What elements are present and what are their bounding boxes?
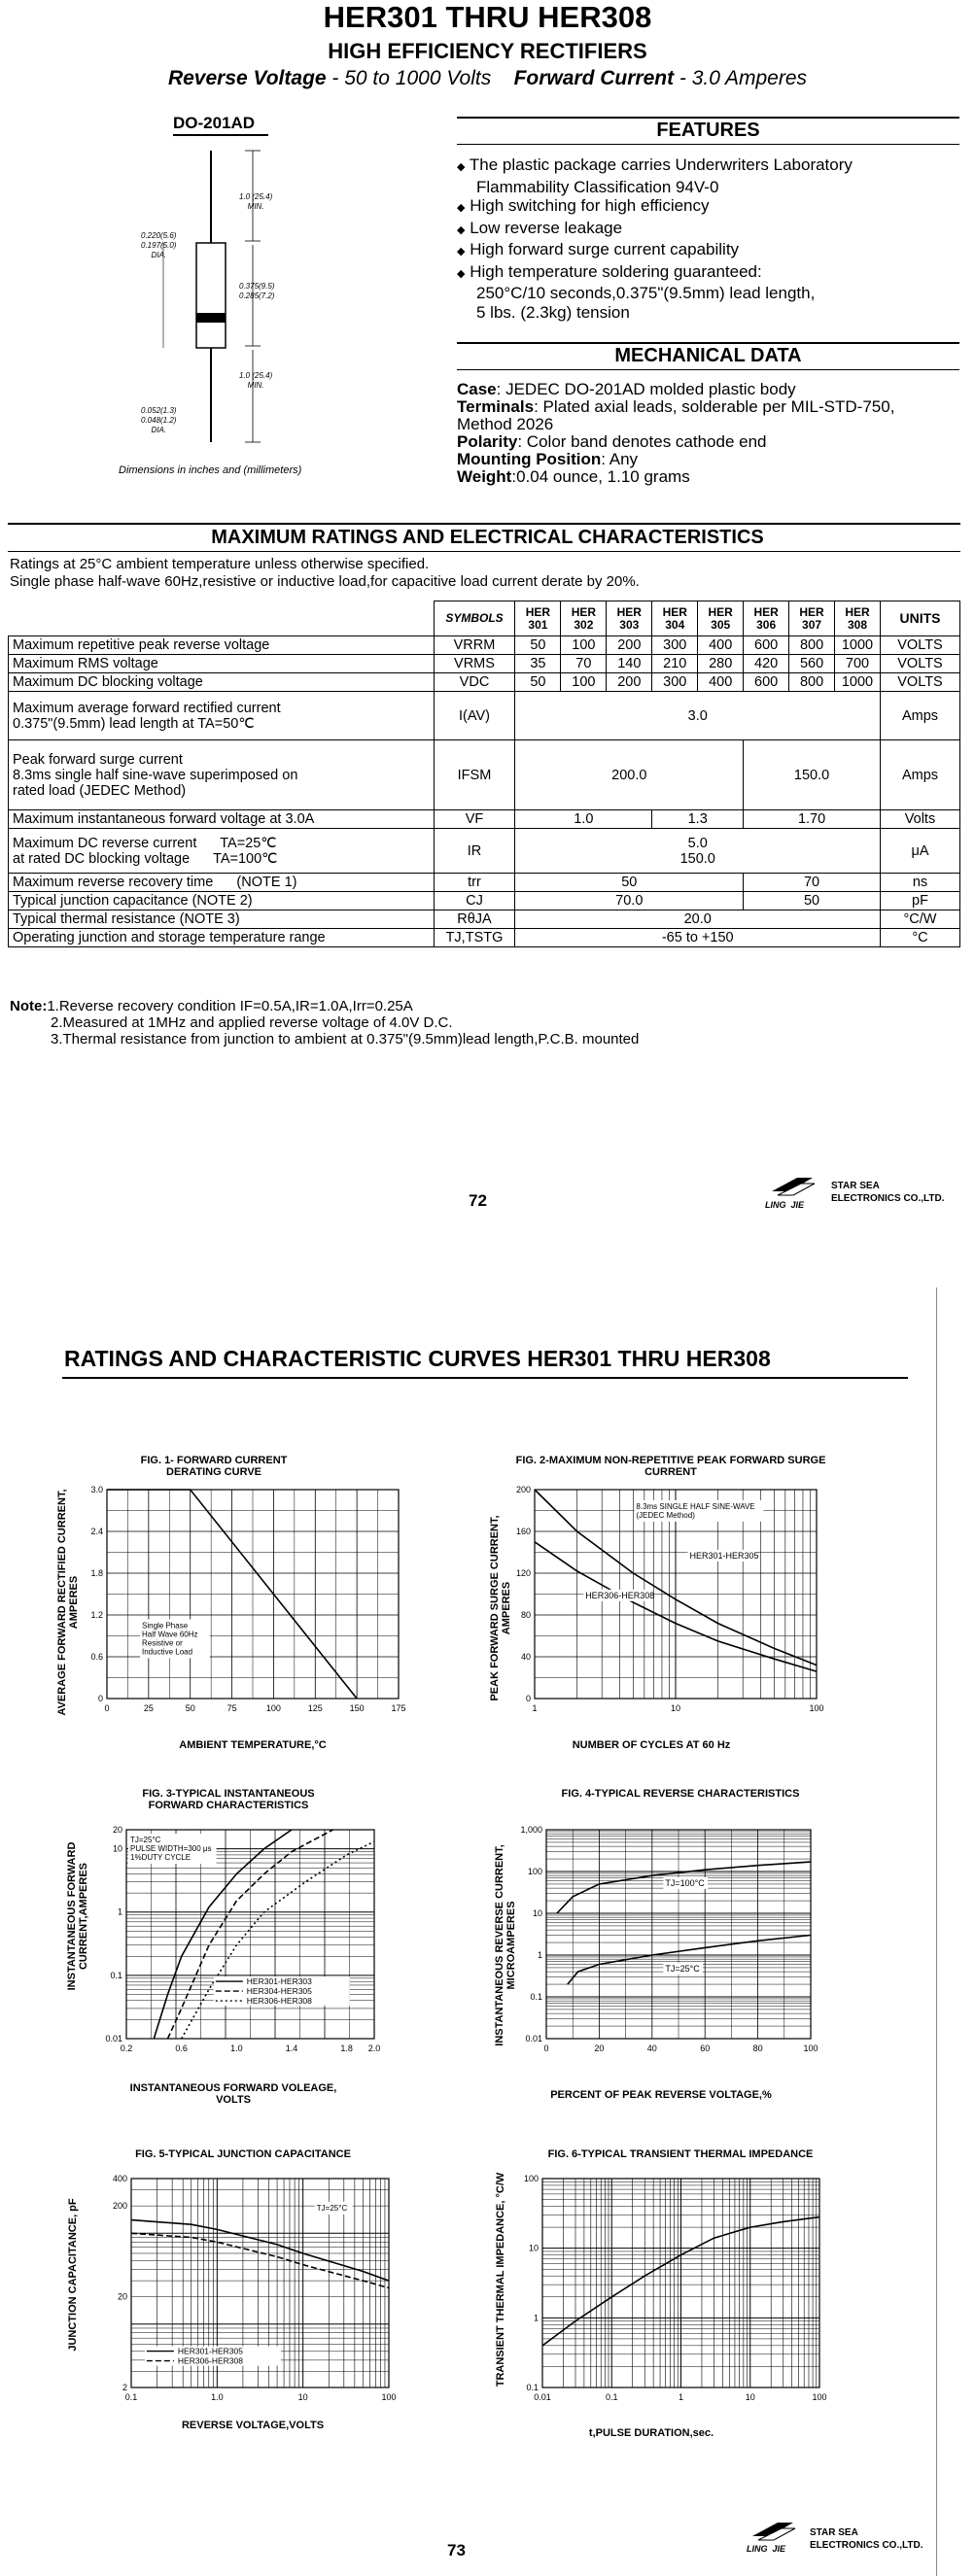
x-tick-label: 100 bbox=[809, 1703, 824, 1713]
y-tick-label: 100 bbox=[523, 2174, 539, 2183]
ratings-condition-1: Ratings at 25°C ambient temperature unless otherwise specified. bbox=[10, 556, 430, 572]
fig3-xlabel: INSTANTANEOUS FORWARD VOLEAGE, VOLTS bbox=[129, 2082, 337, 2106]
features-list bbox=[457, 155, 962, 322]
chart-annotation: TJ=25°C bbox=[316, 2203, 348, 2213]
ratings-summary bbox=[0, 66, 975, 91]
y-tick-label: 1.8 bbox=[90, 1568, 103, 1578]
fig4-title: FIG. 4-TYPICAL REVERSE CHARACTERISTICS bbox=[561, 1788, 800, 1800]
y-tick-label: 10 bbox=[532, 1908, 542, 1918]
dim-body-diameter: 0.220(5.6) 0.197(5.0) DIA. bbox=[141, 231, 177, 259]
page-title: HER301 THRU HER308 bbox=[323, 0, 652, 34]
fig4-ylabel: INSTANTANEOUS REVERSE CURRENT, MICROAMPERES bbox=[494, 1844, 517, 2046]
chart-annotation: (JEDEC Method) bbox=[636, 1510, 695, 1520]
x-tick-label: 0.1 bbox=[124, 2392, 138, 2402]
dim-body-length: 0.375(9.5) 0.285(7.2) bbox=[239, 282, 275, 300]
fig2-ylabel: PEAK FORWARD SURGE CURRENT, AMPERES bbox=[489, 1515, 512, 1701]
x-tick-label: 50 bbox=[185, 1703, 195, 1713]
ratings-conditions bbox=[10, 556, 640, 591]
note-item: 2.Measured at 1MHz and applied reverse voltage of 4.0V D.C. bbox=[51, 1014, 453, 1031]
param-cell: Peak forward surge current 8.3ms single half sine-wave superimposed on rated load (JEDEC Method) bbox=[9, 740, 435, 810]
mech-item-case: Case: JEDEC DO-201AD molded plastic body bbox=[457, 380, 796, 398]
fig1-xlabel: AMBIENT TEMPERATURE,°C bbox=[179, 1739, 327, 1751]
mechanical-data-list bbox=[457, 381, 962, 486]
y-tick-label: 2.4 bbox=[90, 1527, 103, 1536]
param-cell: Maximum DC blocking voltage bbox=[9, 673, 435, 692]
feature-item: Flammability Classification 94V-0 bbox=[476, 177, 719, 196]
unit-cell: Amps bbox=[880, 692, 959, 740]
table-row: Typical junction capacitance (NOTE 2) CJ 70.0 50 pF bbox=[9, 892, 960, 910]
fig2-surge-current-chart bbox=[505, 1472, 826, 1735]
mechanical-heading: MECHANICAL DATA bbox=[614, 345, 802, 366]
y-tick-label: 40 bbox=[520, 1652, 531, 1662]
note-item: 3.Thermal resistance from junction to ambient at 0.375"(9.5mm)lead length,P.C.B. mounted bbox=[51, 1031, 640, 1048]
x-tick-label: 10 bbox=[670, 1703, 681, 1713]
x-tick-label: 40 bbox=[646, 2044, 657, 2053]
y-tick-label: 0.1 bbox=[526, 2383, 539, 2392]
fig1-title: FIG. 1- FORWARD CURRENT DERATING CURVE bbox=[140, 1455, 288, 1478]
feature-item: ◆ High temperature soldering guaranteed: bbox=[457, 261, 762, 281]
y-tick-label: 1 bbox=[537, 1950, 542, 1960]
notes-block bbox=[10, 998, 639, 1048]
x-tick-label: 1.4 bbox=[285, 2044, 298, 2053]
y-tick-label: 0 bbox=[97, 1694, 103, 1703]
fig5-ylabel: JUNCTION CAPACITANCE, pF bbox=[67, 2198, 79, 2352]
device-header: HER 308 bbox=[835, 601, 881, 636]
unit-cell: pF bbox=[880, 892, 959, 910]
param-cell: Maximum RMS voltage bbox=[9, 655, 435, 673]
fig5-title: FIG. 5-TYPICAL JUNCTION CAPACITANCE bbox=[135, 2148, 351, 2160]
fig1-ylabel: AVERAGE FORWARD RECTIFIED CURRENT, AMPERES bbox=[56, 1489, 80, 1716]
table-row: Maximum DC reverse current TA=25℃ at rated DC blocking voltage TA=100℃ IR 5.0 150.0 μA bbox=[9, 829, 960, 874]
note-item: 1.Reverse recovery condition IF=0.5A,IR=1.0A,Irr=0.25A bbox=[47, 998, 413, 1014]
page-number-2: 73 bbox=[447, 2541, 466, 2559]
param-cell: Maximum instantaneous forward voltage at 3.0A bbox=[9, 810, 435, 829]
x-tick-label: 10 bbox=[297, 2392, 308, 2402]
table-row: Peak forward surge current 8.3ms single half sine-wave superimposed on rated load (JEDEC Method) IFSM 200.0 150.0 Amps bbox=[9, 740, 960, 810]
series-label: HER301-HER305 bbox=[689, 1550, 759, 1561]
fig2-title: FIG. 2-MAXIMUM NON-REPETITIVE PEAK FORWARD SURGE CURRENT bbox=[515, 1455, 826, 1478]
unit-cell: VOLTS bbox=[880, 655, 959, 673]
x-tick-label: 0.2 bbox=[120, 2044, 133, 2053]
mech-item-weight: Weight:0.04 ounce, 1.10 grams bbox=[457, 467, 690, 486]
unit-cell: μA bbox=[880, 829, 959, 874]
reverse-voltage-label: Reverse Voltage bbox=[167, 67, 327, 89]
device-header: HER 307 bbox=[789, 601, 835, 636]
mech-item-terminals: Terminals: Plated axial leads, solderable per MIL-STD-750, bbox=[457, 397, 895, 416]
table-row: Operating junction and storage temperature range TJ,TSTG -65 to +150 °C bbox=[9, 929, 960, 947]
y-tick-label: 200 bbox=[515, 1485, 531, 1494]
x-tick-label: 100 bbox=[265, 1703, 281, 1713]
symbol-cell: VRMS bbox=[434, 655, 515, 673]
y-tick-label: 160 bbox=[515, 1527, 531, 1536]
x-tick-label: 100 bbox=[812, 2392, 827, 2402]
table-row: Typical thermal resistance (NOTE 3) RθJA 20.0 °C/W bbox=[9, 910, 960, 929]
symbol-cell: CJ bbox=[434, 892, 515, 910]
x-tick-label: 0 bbox=[104, 1703, 110, 1713]
legend-label: HER301-HER305 bbox=[177, 2346, 243, 2356]
logo-name-2: LING JIE bbox=[747, 2544, 786, 2554]
forward-current-label: Forward Current bbox=[513, 67, 675, 89]
fig4-reverse-characteristics-chart bbox=[505, 1812, 826, 2075]
y-tick-label: 0.6 bbox=[90, 1652, 103, 1662]
y-tick-label: 200 bbox=[112, 2201, 127, 2212]
x-tick-label: 20 bbox=[594, 2044, 605, 2053]
symbol-cell: VRRM bbox=[434, 636, 515, 655]
dim-lead-diameter: 0.052(1.3) 0.048(1.2) DIA. bbox=[141, 406, 177, 434]
legend-label: HER306-HER308 bbox=[246, 1996, 312, 2007]
table-row: Maximum reverse recovery time (NOTE 1) trr 50 70 ns bbox=[9, 874, 960, 892]
series-label: HER306-HER308 bbox=[585, 1590, 655, 1600]
x-tick-label: 1.0 bbox=[211, 2392, 224, 2402]
y-tick-label: 0 bbox=[525, 1694, 531, 1703]
y-tick-label: 80 bbox=[520, 1610, 531, 1620]
symbol-cell: IR bbox=[434, 829, 515, 874]
symbols-header: SYMBOLS bbox=[434, 601, 515, 636]
x-tick-label: 0.6 bbox=[175, 2044, 188, 2053]
ratings-heading: MAXIMUM RATINGS AND ELECTRICAL CHARACTERISTICS bbox=[211, 527, 764, 548]
y-tick-label: 1 bbox=[117, 1906, 122, 1917]
x-tick-label: 60 bbox=[700, 2044, 711, 2053]
mech-item-terminals-cont: Method 2026 bbox=[457, 415, 554, 433]
y-tick-label: 0.1 bbox=[110, 1970, 122, 1980]
header-blank bbox=[9, 601, 435, 636]
fig5-junction-capacitance-chart bbox=[97, 2165, 399, 2418]
y-tick-label: 3.0 bbox=[90, 1485, 103, 1494]
curves-heading: RATINGS AND CHARACTERISTIC CURVES HER301 THRU HER308 bbox=[64, 1346, 771, 1371]
fig6-xlabel: t,PULSE DURATION,sec. bbox=[588, 2427, 714, 2439]
x-tick-label: 0.01 bbox=[534, 2392, 551, 2402]
fig3-ylabel: INSTANTANEOUS FORWARD CURRENT,AMPERES bbox=[66, 1841, 89, 1991]
y-tick-label: 100 bbox=[527, 1867, 542, 1876]
table-row: Maximum repetitive peak reverse voltage VRRM 50 100 200 300 400 600 800 1000 VOLTS bbox=[9, 636, 960, 655]
x-tick-label: 150 bbox=[349, 1703, 365, 1713]
fig6-thermal-impedance-chart bbox=[505, 2165, 836, 2418]
param-cell: Maximum reverse recovery time (NOTE 1) bbox=[9, 874, 435, 892]
logo-name: LING JIE bbox=[765, 1200, 805, 1210]
fig1-forward-derating-chart bbox=[78, 1472, 428, 1735]
x-tick-label: 100 bbox=[381, 2392, 397, 2402]
symbol-cell: IFSM bbox=[434, 740, 515, 810]
unit-cell: Volts bbox=[880, 810, 959, 829]
param-cell: Operating junction and storage temperature range bbox=[9, 929, 435, 947]
unit-cell: VOLTS bbox=[880, 636, 959, 655]
company-name-2: STAR SEA ELECTRONICS CO.,LTD. bbox=[810, 2527, 923, 2551]
chart-annotation: 8.3ms SINGLE HALF SINE-WAVE bbox=[636, 1501, 755, 1511]
series-label: TJ=100°C bbox=[665, 1878, 705, 1889]
fig5-xlabel: REVERSE VOLTAGE,VOLTS bbox=[181, 2420, 325, 2431]
device-header: HER 305 bbox=[698, 601, 744, 636]
table-row: Maximum average forward rectified current 0.375"(9.5mm) lead length at TA=50℃ I(AV) 3.0 Amps bbox=[9, 692, 960, 740]
y-tick-label: 10 bbox=[112, 1843, 122, 1854]
y-tick-label: 400 bbox=[112, 2174, 127, 2183]
y-tick-label: 20 bbox=[117, 2291, 127, 2302]
fig2-xlabel: NUMBER OF CYCLES AT 60 Hz bbox=[572, 1739, 731, 1751]
x-tick-label: 100 bbox=[803, 2044, 818, 2053]
param-cell: Maximum DC reverse current TA=25℃ at rated DC blocking voltage TA=100℃ bbox=[9, 829, 435, 874]
x-tick-label: 125 bbox=[307, 1703, 323, 1713]
features-heading: FEATURES bbox=[656, 120, 760, 141]
x-tick-label: 25 bbox=[143, 1703, 154, 1713]
unit-cell: Amps bbox=[880, 740, 959, 810]
feature-item: 5 lbs. (2.3kg) tension bbox=[476, 302, 630, 322]
company-logo-icon bbox=[768, 1174, 818, 1201]
x-tick-label: 0 bbox=[543, 2044, 549, 2053]
reverse-voltage-value: - 50 to 1000 Volts bbox=[326, 67, 514, 89]
y-tick-label: 120 bbox=[515, 1568, 531, 1578]
param-cell: Typical thermal resistance (NOTE 3) bbox=[9, 910, 435, 929]
chart-annotation: TJ=25°C bbox=[130, 1836, 161, 1844]
legend-label: HER301-HER303 bbox=[246, 1976, 312, 1987]
unit-cell: ns bbox=[880, 874, 959, 892]
page-number: 72 bbox=[469, 1191, 487, 1210]
dim-lead-length-bottom: 1.0 (25.4) MIN. bbox=[239, 371, 273, 390]
y-tick-label: 1,000 bbox=[520, 1825, 542, 1835]
fig3-forward-characteristics-chart bbox=[87, 1812, 389, 2075]
table-row: Maximum instantaneous forward voltage at 3.0A VF 1.0 1.3 1.70 Volts bbox=[9, 810, 960, 829]
device-header: HER 302 bbox=[561, 601, 607, 636]
unit-cell: VOLTS bbox=[880, 673, 959, 692]
legend-label: HER306-HER308 bbox=[177, 2355, 243, 2366]
page-subtitle: HIGH EFFICIENCY RECTIFIERS bbox=[328, 39, 647, 63]
chart-annotation: Single Phase bbox=[142, 1621, 189, 1631]
chart-annotation: Inductive Load bbox=[142, 1647, 193, 1657]
y-tick-label: 0.01 bbox=[105, 2034, 122, 2044]
feature-item: 250°C/10 seconds,0.375"(9.5mm) lead length, bbox=[476, 284, 816, 302]
chart-annotation: Resistive or bbox=[142, 1638, 183, 1648]
package-dimensions-note: Dimensions in inches and (millimeters) bbox=[119, 464, 302, 476]
fig4-xlabel: PERCENT OF PEAK REVERSE VOLTAGE,% bbox=[550, 2089, 772, 2101]
param-cell: Typical junction capacitance (NOTE 2) bbox=[9, 892, 435, 910]
unit-cell: °C/W bbox=[880, 910, 959, 929]
company-name: STAR SEA ELECTRONICS CO.,LTD. bbox=[831, 1181, 945, 1204]
feature-item: ◆ Low reverse leakage bbox=[457, 218, 623, 237]
y-tick-label: 1 bbox=[533, 2313, 539, 2323]
y-tick-label: 10 bbox=[528, 2243, 539, 2253]
chart-annotation: PULSE WIDTH=300 μs bbox=[130, 1844, 212, 1853]
symbol-cell: TJ,TSTG bbox=[434, 929, 515, 947]
x-tick-label: 1.0 bbox=[230, 2044, 243, 2053]
fig3-title: FIG. 3-TYPICAL INSTANTANEOUS FORWARD CHARACTERISTICS bbox=[142, 1788, 315, 1811]
feature-item: ◆ The plastic package carries Underwriters Laboratory bbox=[457, 155, 853, 174]
x-tick-label: 2.0 bbox=[367, 2044, 381, 2053]
y-tick-label: 2 bbox=[122, 2383, 127, 2392]
units-header: UNITS bbox=[880, 601, 959, 636]
param-cell: Maximum repetitive peak reverse voltage bbox=[9, 636, 435, 655]
x-tick-label: 80 bbox=[752, 2044, 763, 2053]
y-tick-label: 0.01 bbox=[525, 2034, 542, 2044]
fig6-ylabel: TRANSIENT THERMAL IMPEDANCE, °C/W bbox=[495, 2172, 506, 2387]
chart-annotation: 1%DUTY CYCLE bbox=[130, 1853, 192, 1862]
y-tick-label: 1.2 bbox=[90, 1610, 103, 1620]
mech-item-mounting: Mounting Position: Any bbox=[457, 450, 639, 468]
y-tick-label: 0.1 bbox=[530, 1992, 542, 2002]
symbol-cell: VDC bbox=[434, 673, 515, 692]
forward-current-value: - 3.0 Amperes bbox=[674, 67, 808, 89]
ratings-table bbox=[8, 601, 960, 947]
device-header: HER 303 bbox=[607, 601, 652, 636]
package-name: DO-201AD bbox=[173, 114, 256, 132]
chart-annotation: Half Wave 60Hz bbox=[142, 1630, 198, 1639]
device-header: HER 306 bbox=[744, 601, 789, 636]
param-cell: Maximum average forward rectified current 0.375"(9.5mm) lead length at TA=50℃ bbox=[9, 692, 435, 740]
series-label: TJ=25°C bbox=[665, 1964, 700, 1975]
x-tick-label: 75 bbox=[226, 1703, 237, 1713]
ratings-condition-2: Single phase half-wave 60Hz,resistive or inductive load,for capacitive load current derate by 20%. bbox=[10, 573, 640, 590]
x-tick-label: 10 bbox=[745, 2392, 755, 2402]
x-tick-label: 1 bbox=[678, 2392, 684, 2402]
y-tick-label: 20 bbox=[112, 1825, 122, 1835]
symbol-cell: RθJA bbox=[434, 910, 515, 929]
unit-cell: °C bbox=[880, 929, 959, 947]
device-header: HER 304 bbox=[652, 601, 698, 636]
x-tick-label: 1.8 bbox=[340, 2044, 353, 2053]
series-line bbox=[131, 2220, 389, 2282]
symbol-cell: I(AV) bbox=[434, 692, 515, 740]
series-line bbox=[182, 1841, 374, 2039]
feature-item: ◆ High switching for high efficiency bbox=[457, 196, 710, 215]
x-tick-label: 0.1 bbox=[605, 2392, 618, 2402]
legend-label: HER304-HER305 bbox=[246, 1986, 312, 1997]
dim-lead-length-top: 1.0 (25.4) MIN. bbox=[239, 192, 273, 211]
x-tick-label: 175 bbox=[391, 1703, 406, 1713]
company-logo-icon bbox=[749, 2519, 799, 2546]
symbol-cell: VF bbox=[434, 810, 515, 829]
device-header: HER 301 bbox=[515, 601, 561, 636]
table-row: Maximum DC blocking voltage VDC 50 100 200 300 400 600 800 1000 VOLTS bbox=[9, 673, 960, 692]
notes-label: Note: bbox=[10, 998, 48, 1014]
feature-item: ◆ High forward surge current capability bbox=[457, 240, 740, 258]
table-row: Maximum RMS voltage VRMS 35 70 140 210 280 420 560 700 VOLTS bbox=[9, 655, 960, 673]
mech-item-polarity: Polarity: Color band denotes cathode end bbox=[457, 432, 767, 451]
symbol-cell: trr bbox=[434, 874, 515, 892]
x-tick-label: 1 bbox=[532, 1703, 538, 1713]
fig6-title: FIG. 6-TYPICAL TRANSIENT THERMAL IMPEDANCE bbox=[547, 2148, 814, 2160]
